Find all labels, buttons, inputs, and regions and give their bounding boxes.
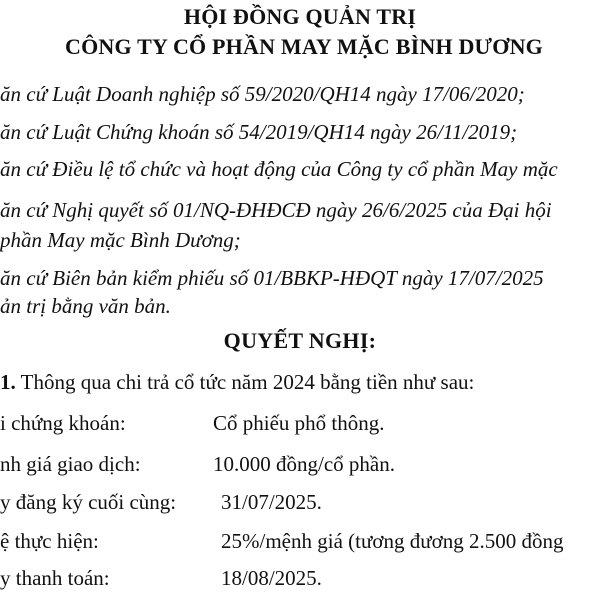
basis-line-1: ăn cứ Luật Doanh nghiệp số 59/2020/QH14 ngày 17/06/2020; <box>0 82 525 106</box>
resolution-heading: QUYẾT NGHỊ: <box>223 328 377 353</box>
company-title: CÔNG TY CỔ PHẦN MAY MẶC BÌNH DƯƠNG <box>65 34 543 59</box>
detail-value: 18/08/2025. <box>221 566 322 590</box>
basis-line-2: ăn cứ Luật Chứng khoán số 54/2019/QH14 ngày 26/11/2019; <box>0 120 518 144</box>
detail-label: nh giá giao dịch: <box>0 452 141 476</box>
detail-label: ệ thực hiện: <box>0 529 99 553</box>
basis-line-5: ăn cứ Biên bản kiểm phiếu số 01/BBKP-HĐQT ngày 17/07/2025 <box>0 266 544 290</box>
detail-value: 25%/mệnh giá (tương đương 2.500 đồng <box>221 529 564 553</box>
detail-value: 31/07/2025. <box>221 490 322 514</box>
detail-value: 10.000 đồng/cổ phần. <box>213 452 395 476</box>
basis-line-4: ăn cứ Nghị quyết số 01/NQ-ĐHĐCĐ ngày 26/6/2025 của Đại hội <box>0 198 552 222</box>
detail-label: y thanh toán: <box>0 566 110 590</box>
detail-label: y đăng ký cuối cùng: <box>0 490 177 514</box>
board-title: HỘI ĐỒNG QUẢN TRỊ <box>183 4 417 29</box>
basis-line-3: ăn cứ Điều lệ tổ chức và hoạt động của Công ty cổ phần May mặc <box>0 157 558 181</box>
article-number: 1. <box>0 370 16 394</box>
article-text: Thông qua chi trả cổ tức năm 2024 bằng tiền như sau: <box>15 370 475 394</box>
basis-line-5-cont: ản trị bằng văn bản. <box>0 294 171 318</box>
detail-value: Cổ phiếu phổ thông. <box>213 411 385 435</box>
article-1 <box>0 370 474 395</box>
detail-label: i chứng khoán: <box>0 411 126 435</box>
basis-line-4-cont: phần May mặc Bình Dương; <box>0 228 241 252</box>
